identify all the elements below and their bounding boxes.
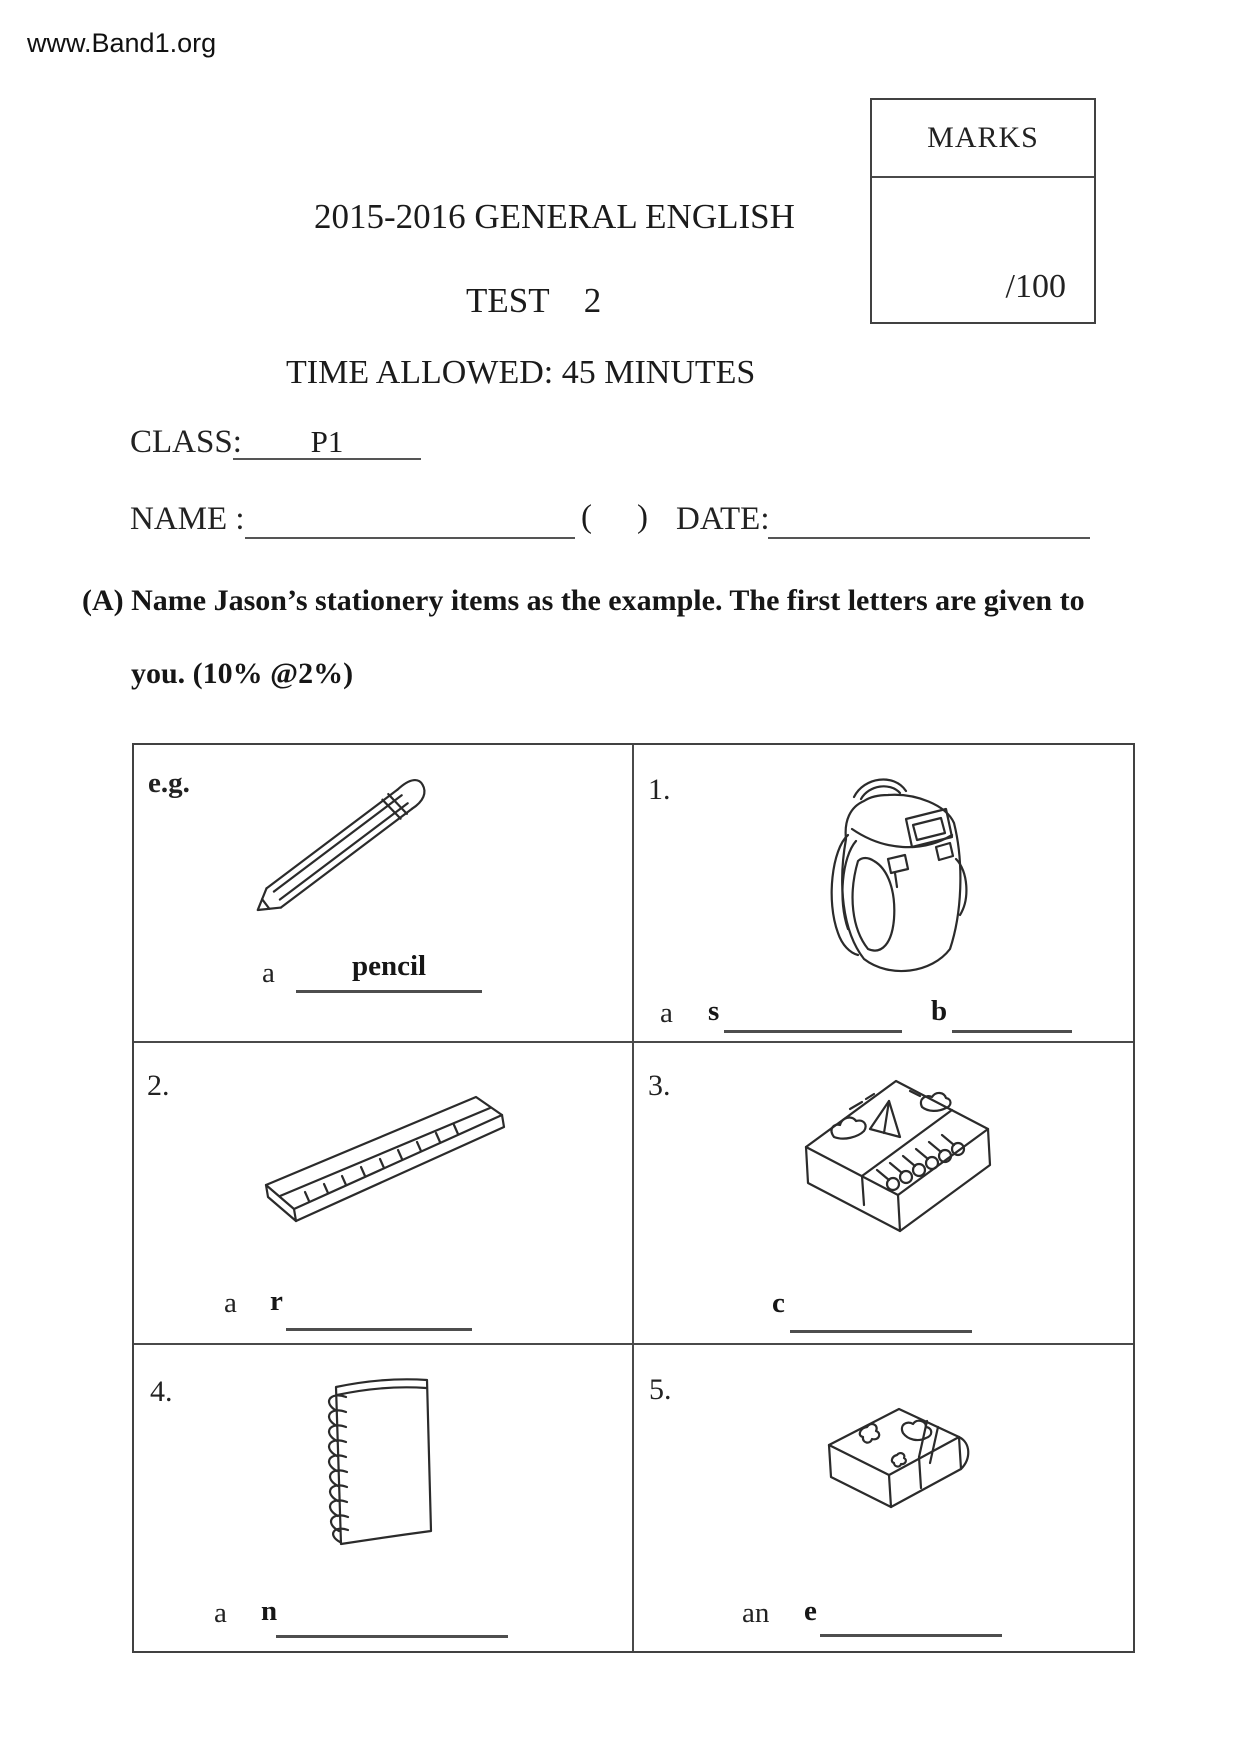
marks-total: /100 — [1005, 268, 1066, 305]
stationery-exercise-table — [132, 743, 1135, 1653]
answer-article: a — [262, 957, 275, 989]
answer-letter-2: b — [931, 995, 948, 1027]
name-blank — [245, 503, 575, 539]
class-number-paren-close: ) — [637, 499, 648, 535]
eraser-drawing — [817, 1393, 977, 1538]
answer-letter: e — [804, 1595, 817, 1627]
cell-q2 — [134, 1043, 634, 1345]
answer-blank-1 — [724, 993, 902, 1033]
section-a-heading-line2: you. (10% @2%) — [131, 657, 354, 690]
cell-q4-label: 4. — [150, 1375, 173, 1408]
name-label: NAME : — [130, 501, 245, 537]
cell-q1 — [634, 745, 1133, 1043]
date-blank — [768, 503, 1090, 539]
cell-q3-label: 3. — [648, 1069, 671, 1102]
notebook-drawing — [306, 1363, 451, 1568]
answer-blank-filled — [296, 950, 482, 993]
cell-q5-label: 5. — [649, 1373, 672, 1406]
cell-q5 — [634, 1345, 1133, 1651]
answer-letter: c — [772, 1287, 785, 1319]
answer-letter-1: s — [708, 995, 720, 1027]
class-number-paren-open: ( — [581, 499, 592, 535]
answer-blank — [820, 1594, 1002, 1637]
answer-blank — [790, 1290, 972, 1333]
answer-article: a — [214, 1597, 227, 1629]
answer-article: an — [742, 1597, 770, 1629]
answer-article: a — [660, 997, 673, 1029]
class-value: P1 — [310, 424, 344, 459]
class-label: CLASS: — [130, 424, 242, 460]
marks-box — [870, 98, 1096, 324]
section-a-heading-line1: (A) Name Jason’s stationery items as the example. The first letters are given to — [82, 584, 1085, 617]
cell-q4 — [134, 1345, 634, 1651]
cell-q2-label: 2. — [147, 1069, 170, 1102]
date-label: DATE: — [676, 501, 770, 537]
answer-value: pencil — [351, 950, 427, 982]
cell-q3 — [634, 1043, 1133, 1345]
class-blank — [233, 424, 421, 460]
cell-example — [134, 745, 634, 1043]
time-allowed: TIME ALLOWED: 45 MINUTES — [286, 354, 756, 391]
ruler-drawing — [252, 1081, 517, 1241]
exam-title: 2015-2016 GENERAL ENGLISH — [314, 197, 795, 236]
cell-q1-label: 1. — [648, 773, 671, 806]
pencil-case-drawing — [792, 1063, 1002, 1258]
answer-article: a — [224, 1287, 237, 1319]
answer-blank — [286, 1288, 472, 1331]
site-watermark: www.Band1.org — [27, 28, 217, 58]
answer-letter: n — [261, 1595, 278, 1627]
answer-letter: r — [270, 1285, 283, 1317]
pencil-drawing — [234, 753, 454, 938]
answer-blank — [276, 1595, 508, 1638]
exam-subtitle: TEST 2 — [466, 281, 602, 320]
marks-label: MARKS — [872, 100, 1094, 178]
answer-blank-2 — [952, 993, 1072, 1033]
cell-example-label: e.g. — [148, 767, 190, 799]
schoolbag-drawing — [792, 763, 997, 988]
